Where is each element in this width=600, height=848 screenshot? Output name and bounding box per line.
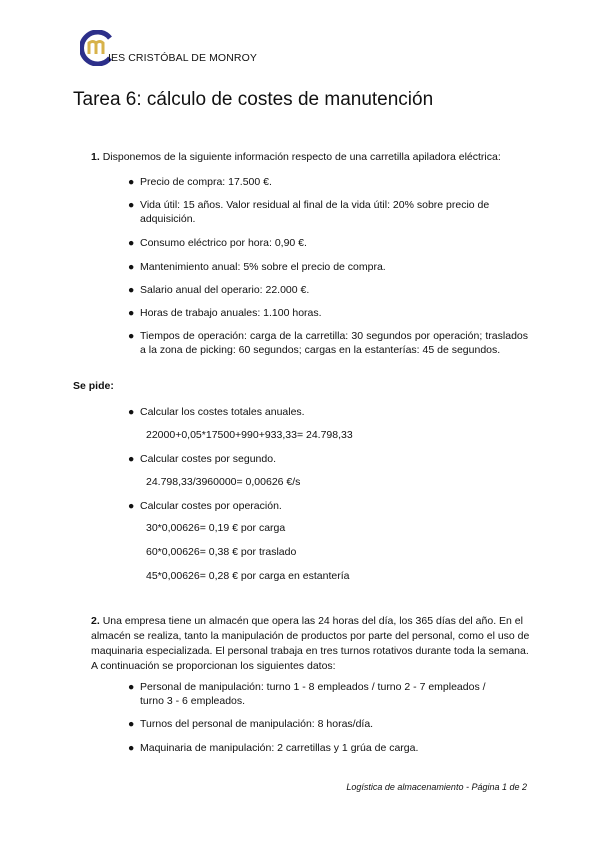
list-item: ● Tiempos de operación: carga de la carretilla: 30 segundos por operación; traslados a la zona de picking: 60 segundos; cargas en la estanterías: 45 de segundos. (128, 330, 528, 356)
bullet-icon: ● (128, 742, 135, 754)
bullet-icon: ● (128, 330, 135, 342)
page-title: Tarea 6: cálculo de costes de manutención (73, 89, 434, 110)
calc-result: 45*0,00626= 0,28 € por carga en estantería (146, 570, 350, 582)
bullet-icon: ● (128, 406, 135, 418)
header (80, 30, 380, 70)
question-1 (91, 150, 531, 165)
list-item: ● Personal de manipulación: turno 1 - 8 empleados / turno 2 - 7 empleados / turno 3 - 6 empleados. (128, 681, 486, 707)
bullet-icon: ● (128, 284, 135, 296)
list-item: ● Vida útil: 15 años. Valor residual al final de la vida útil: 20% sobre precio de adquisición. (128, 199, 490, 225)
task-item: ● Calcular los costes totales anuales. (128, 406, 305, 418)
list-item: ● Mantenimiento anual: 5% sobre el precio de compra. (128, 261, 386, 273)
bullet-icon: ● (128, 261, 135, 273)
list-item: ● Precio de compra: 17.500 €. (128, 176, 272, 188)
question-intro: Una empresa tiene un almacén que opera las 24 horas del día, los 365 días del año. En el almacén se realiza, tanto la manipulación de productos por parte del personal, como el uso de maquinaria especializada. El personal trabaja en tres turnos rotativos durante toda la semana. A continuación se proporcionan los siguientes datos: (91, 615, 530, 672)
school-name: IES CRISTÓBAL DE MONROY (108, 52, 257, 64)
bullet-icon: ● (128, 453, 135, 465)
bullet-icon: ● (128, 500, 135, 512)
question-number: 2. (91, 615, 100, 627)
list-item: ● Maquinaria de manipulación: 2 carretillas y 1 grúa de carga. (128, 742, 419, 754)
bullet-icon: ● (128, 307, 135, 319)
bullet-icon: ● (128, 199, 135, 211)
list-item: ● Consumo eléctrico por hora: 0,90 €. (128, 237, 307, 249)
bullet-icon: ● (128, 681, 135, 693)
list-item: ● Turnos del personal de manipulación: 8 horas/día. (128, 718, 374, 730)
bullet-icon: ● (128, 718, 135, 730)
calc-result: 22000+0,05*17500+990+933,33= 24.798,33 (146, 429, 353, 441)
list-item: ● Salario anual del operario: 22.000 €. (128, 284, 310, 296)
bullet-icon: ● (128, 176, 135, 188)
list-item: ● Horas de trabajo anuales: 1.100 horas. (128, 307, 322, 319)
calc-result: 30*0,00626= 0,19 € por carga (146, 522, 286, 534)
se-pide-heading: Se pide: (73, 380, 114, 392)
page-footer: Logística de almacenamiento - Página 1 de 2 (346, 782, 527, 792)
question-intro: Disponemos de la siguiente información respecto de una carretilla apiladora eléctrica: (102, 151, 501, 163)
question-2 (91, 614, 531, 674)
task-item: ● Calcular costes por segundo. (128, 453, 276, 465)
calc-result: 24.798,33/3960000= 0,00626 €/s (146, 476, 301, 488)
task-item: ● Calcular costes por operación. (128, 500, 282, 512)
calc-result: 60*0,00626= 0,38 € por traslado (146, 546, 297, 558)
question-number: 1. (91, 151, 100, 163)
bullet-icon: ● (128, 237, 135, 249)
